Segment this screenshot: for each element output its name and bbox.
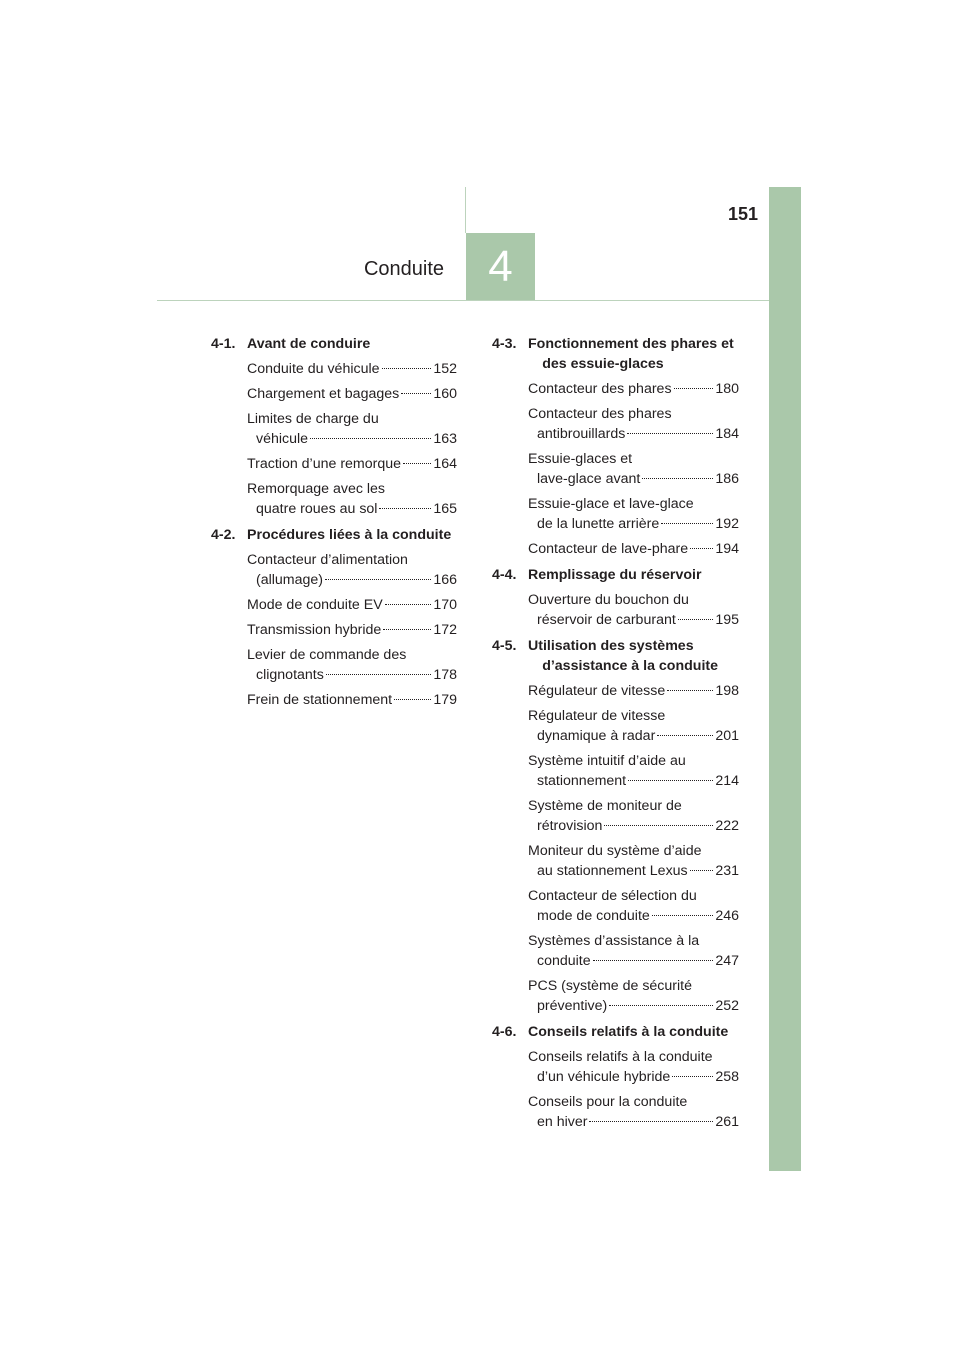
section-heading [211,334,457,354]
entry-page-number: 247 [715,953,739,969]
entry-last-line [247,384,457,404]
toc-entry[interactable] [528,796,739,836]
entry-last-line [528,1112,739,1132]
toc-section [492,565,739,630]
toc-entry[interactable] [528,886,739,926]
entry-page-number: 178 [433,667,457,683]
entry-last-line [247,665,457,685]
entry-title: stationnement [537,773,627,789]
entry-last-line [247,620,457,640]
dot-leader [589,1121,713,1122]
entry-last-line [247,690,457,710]
entry-page-number: 165 [433,501,457,517]
entry-title: réservoir de carburant [537,612,676,628]
toc-entry[interactable] [247,595,457,615]
entry-title-line: Systèmes d’assistance à la [528,933,700,949]
toc-section [211,525,457,710]
entry-title: dynamique à radar [537,728,656,744]
dot-leader [652,915,714,916]
dot-leader [609,1005,713,1006]
entry-title: conduite [537,953,591,969]
entry-last-line [528,726,739,746]
entry-last-line [528,816,739,836]
dot-leader [642,478,713,479]
section-number: 4-1. [211,336,236,352]
entry-title-line: Remorquage avec les [247,481,386,497]
toc-entry[interactable] [247,409,457,449]
dot-leader [593,960,714,961]
dot-leader [674,388,714,389]
entry-last-line [528,906,739,926]
page-number: 151 [727,204,758,224]
toc-entry[interactable] [528,449,739,489]
toc-entry[interactable] [247,384,457,404]
chapter-side-tab [769,187,801,1171]
entry-last-line [528,996,739,1016]
dot-leader [661,523,713,524]
entry-page-number: 195 [715,612,739,628]
toc-entry[interactable] [247,454,457,474]
entry-last-line [528,379,739,399]
dot-leader [667,690,713,691]
entry-last-line [247,570,457,590]
toc-right-column [492,334,739,1138]
entry-last-line [528,771,739,791]
toc-entry[interactable] [247,690,457,710]
entry-page-number: 186 [715,471,739,487]
dot-leader [401,393,431,394]
toc-entry[interactable] [528,590,739,630]
entry-page-number: 231 [715,863,739,879]
toc-entry[interactable] [528,681,739,701]
entry-title: (allumage) [256,572,324,588]
entry-title: rétrovision [537,818,603,834]
section-title: Utilisation des systèmes d’assistance à la conduite [528,638,719,674]
dot-leader [690,548,713,549]
entry-last-line [528,539,739,559]
entry-last-line [528,469,739,489]
entry-page-number: 194 [715,541,739,557]
dot-leader [627,433,713,434]
dot-leader [604,825,713,826]
entry-title-line: Système de moniteur de [528,798,682,814]
entry-last-line [247,359,457,379]
toc-entry[interactable] [528,931,739,971]
chapter-number: 4 [488,241,513,291]
chapter-title: Conduite [363,258,444,280]
entry-title-line: Levier de commande des [247,647,407,663]
entry-page-number: 163 [433,431,457,447]
dot-leader [325,579,431,580]
entry-page-number: 152 [433,361,457,377]
toc-section [492,1022,739,1132]
section-heading [492,636,739,676]
entry-last-line [247,499,457,519]
header-divider-horizontal [157,300,769,301]
toc-entry[interactable] [528,976,739,1016]
entry-page-number: 170 [433,597,457,613]
entry-title: Transmission hybride [247,622,382,638]
toc-entry[interactable] [247,645,457,685]
section-title: Conseils relatifs à la conduite [528,1024,729,1040]
entry-page-number: 261 [715,1114,739,1130]
toc-entry[interactable] [247,620,457,640]
dot-leader [326,674,432,675]
toc-entry[interactable] [247,359,457,379]
entry-title-line: Contacteur des phares [528,406,672,422]
entry-page-number: 164 [433,456,457,472]
toc-entry[interactable] [528,404,739,444]
entry-title: en hiver [537,1114,588,1130]
section-number: 4-3. [492,336,517,352]
entry-page-number: 258 [715,1069,739,1085]
entry-page-number: 246 [715,908,739,924]
toc-entry[interactable] [528,841,739,881]
entry-page-number: 252 [715,998,739,1014]
dot-leader [628,780,713,781]
entry-title: Chargement et bagages [247,386,400,402]
entry-page-number: 198 [715,683,739,699]
entry-page-number: 214 [715,773,739,789]
entry-last-line [247,429,457,449]
entry-last-line [528,681,739,701]
section-number: 4-5. [492,638,517,654]
section-number: 4-6. [492,1024,517,1040]
dot-leader [672,1076,713,1077]
entry-title: de la lunette arrière [537,516,660,532]
entry-page-number: 166 [433,572,457,588]
section-title: Remplissage du réservoir [528,567,702,583]
toc-section [492,636,739,1016]
section-title: Procédures liées à la conduite [247,527,452,543]
dot-leader [385,604,432,605]
entry-title-line: Moniteur du système d’aide [528,843,702,859]
entry-page-number: 160 [433,386,457,402]
entry-title: Contacteur des phares [528,381,672,397]
dot-leader [382,368,432,369]
header-divider-vertical [465,187,466,233]
entry-title-line: Conseils relatifs à la conduite [528,1049,713,1065]
toc-entry[interactable] [247,550,457,590]
dot-leader [394,699,431,700]
entry-title: Frein de stationnement [247,692,393,708]
entry-title: lave-glace avant [537,471,641,487]
entry-title: Contacteur de lave-phare [528,541,689,557]
entry-title-line: Limites de charge du [247,411,379,427]
entry-title-line: Essuie-glaces et [528,451,633,467]
entry-last-line [528,951,739,971]
entry-page-number: 180 [715,381,739,397]
entry-page-number: 192 [715,516,739,532]
entry-title: Mode de conduite EV [247,597,383,613]
dot-leader [678,619,714,620]
section-heading [492,1022,739,1042]
toc-left-column [211,334,457,716]
dot-leader [383,629,431,630]
chapter-number-box [466,233,535,300]
toc-entry[interactable] [528,706,739,746]
entry-title: véhicule [256,431,309,447]
entry-title-line: Contacteur de sélection du [528,888,697,904]
entry-title-line: PCS (système de sécurité [528,978,693,994]
entry-last-line [528,1067,739,1087]
entry-page-number: 184 [715,426,739,442]
entry-title-line: Conseils pour la conduite [528,1094,688,1110]
section-heading [492,565,739,585]
entry-last-line [247,595,457,615]
entry-title: préventive) [537,998,608,1014]
dot-leader [657,735,713,736]
toc-section [492,334,739,559]
toc-entry[interactable] [528,1092,739,1132]
dot-leader [690,870,714,871]
entry-page-number: 179 [433,692,457,708]
toc-entry[interactable] [528,1047,739,1087]
entry-page-number: 222 [715,818,739,834]
entry-title-line: Essuie-glace et lave-glace [528,496,694,512]
toc-entry[interactable] [528,379,739,399]
dot-leader [379,508,431,509]
entry-title: antibrouillards [537,426,626,442]
entry-title: d’un véhicule hybride [537,1069,671,1085]
entry-title-line: Régulateur de vitesse [528,708,666,724]
entry-last-line [528,861,739,881]
entry-title: Traction d’une remorque [247,456,402,472]
entry-last-line [247,454,457,474]
entry-title: Conduite du véhicule [247,361,380,377]
entry-page-number: 201 [715,728,739,744]
entry-last-line [528,514,739,534]
entry-title: clignotants [256,667,324,683]
toc-entry[interactable] [528,751,739,791]
dot-leader [310,438,431,439]
entry-title: quatre roues au sol [256,501,378,517]
entry-last-line [528,610,739,630]
entry-title-line: Système intuitif d’aide au [528,753,686,769]
entry-title: mode de conduite [537,908,650,924]
section-heading [492,334,739,374]
entry-title: Régulateur de vitesse [528,683,666,699]
section-number: 4-2. [211,527,236,543]
toc-entry[interactable] [247,479,457,519]
toc-entry[interactable] [528,539,739,559]
toc-section [211,334,457,519]
toc-entry[interactable] [528,494,739,534]
entry-last-line [528,424,739,444]
entry-title-line: Ouverture du bouchon du [528,592,689,608]
entry-title-line: Contacteur d’alimentation [247,552,408,568]
section-number: 4-4. [492,567,517,583]
entry-page-number: 172 [433,622,457,638]
dot-leader [403,463,431,464]
section-title: Fonctionnement des phares et des essuie-glaces [528,336,734,372]
entry-title: au stationnement Lexus [537,863,688,879]
section-title: Avant de conduire [247,336,371,352]
section-heading [211,525,457,545]
